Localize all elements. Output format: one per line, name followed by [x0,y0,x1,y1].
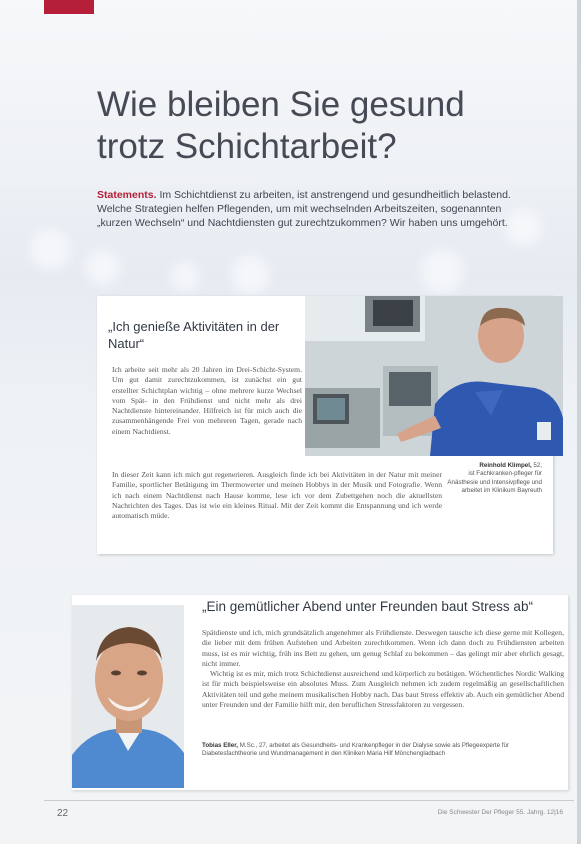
article-intro [97,188,537,230]
caption-1-name: Reinhold Klimpel, [479,462,532,469]
caption-1-text: ist Fachkranken-pfleger für Anästhesie und Intensivpflege und arbeitet im Klinikum Bayreuth [447,470,542,495]
background-bokeh [85,250,121,286]
background-bokeh [230,255,270,295]
caption-1-age: 52, [531,462,542,469]
statement-1-body-column: Ich arbeite seit mehr als 20 Jahren im Drei-Schicht-System. Um gut damit zurechtzukommen, ist zunächst ein gut erstellter Schichtplan wichtig – ohne mehrere kurze Wechsel vom Spät- in den Frühdienst und nicht mehr als drei Nachtdienste hintereinander. Hilfreich ist für mich auch die zusammenhängende Frei von mehreren Tagen, gerade nach einem Nachtdienst. [112,365,302,436]
journal-footer: Die Schwester Der Pfleger 55. Jahrg. 12|16 [437,809,563,816]
portrait-photo-illustration [72,605,184,788]
statement-1-quote: „Ich genieße Aktivitäten in der Natur“ [108,319,280,351]
background-bokeh [420,250,464,294]
nurse-photo-illustration [305,296,563,456]
page-edge [577,0,581,844]
portrait-photo [72,605,184,788]
article-title: Wie bleiben Sie gesund trotz Schichtarbeit? [97,85,465,166]
statement-2-caption [202,742,564,759]
section-color-tab [44,0,94,14]
page-number: 22 [57,808,69,819]
background-bokeh [30,230,70,270]
footer-rule [44,800,574,801]
statement-1-body-wide: In dieser Zeit kann ich mich gut regenerieren. Ausgleich finde ich bei Aktivitäten in der Natur mit meiner Familie, sportlicher Betätigung im Thermowerter und meinen Hobbys in der Musik und Fotografie. Wenn ich nach einem Nachtdienst nach Hause komme, lese ich vor dem Zubettgehen noch die aktuellsten Nachrichten des Tages. Das ist wie ein kleines Ritual. Mit der Zeit kommt die Entspannung und ich werde automatisch müde. [112,470,442,521]
caption-2-name: Tobias Eller, [202,742,238,749]
caption-2-text: M.Sc., 27, arbeitet als Gesundheits- und Krankenpfleger in der Dialyse sowie als Pflegeexperte für Diabetesfachtheorie und Wundmanagement in den Kliniken Maria Hilf Mönchengladbach [202,742,510,758]
statement-1-caption [446,462,542,496]
statement-2-paragraph: Wichtig ist es mir, mich trotz Schichtdienst ausreichend und körperlich zu betätigen. Wöchentliches Nordic Walking ist für mich beispielsweise ein absolutes Muss. Zum Ausgleich nehmen ich zudem regelmäßig an gesellschaftlichen Aktivitäten teil und gehe meinem musikalischen Hobby nach. Das baut Stress effektiv ab. Auch ein gemütlicher Abend unter Freunden und der Familie hilft mir, den beruflichen Stressfaktoren zu vergessen. [202,669,564,710]
statement-2-body [202,628,564,710]
statement-2-paragraph: Spätdienste und ich, mich grundsätzlich angenehmer als Frühdienste. Deswegen tausche ich diese gerne mit Kollegen, die lieber mit dem frühen Aufstehen und Arbeiten zurechtkommen. Wenn ich dann doch zu Frühdiensten arbeiten muss, ist es mir wichtig, früh ins Bett zu gehen, um genug Schlaf zu bekommen – das gelingt mir aber ehrlich gesagt, nicht immer. [202,628,564,668]
nurse-photo [305,296,563,456]
background-bokeh [170,262,200,292]
statement-2-quote: „Ein gemütlicher Abend unter Freunden baut Stress ab“ [202,599,533,614]
intro-text: Im Schichtdienst zu arbeiten, ist anstrengend und gesundheitlich belastend. Welche Strategien helfen Pflegenden, um mit wechselnden Arbeitszeiten, sogenannten „kurzen Wechseln“ und Nachtdiensten gut zurechtzukommen? Wir haben uns umgehört. [97,189,511,229]
intro-lead: Statements. [97,189,157,201]
